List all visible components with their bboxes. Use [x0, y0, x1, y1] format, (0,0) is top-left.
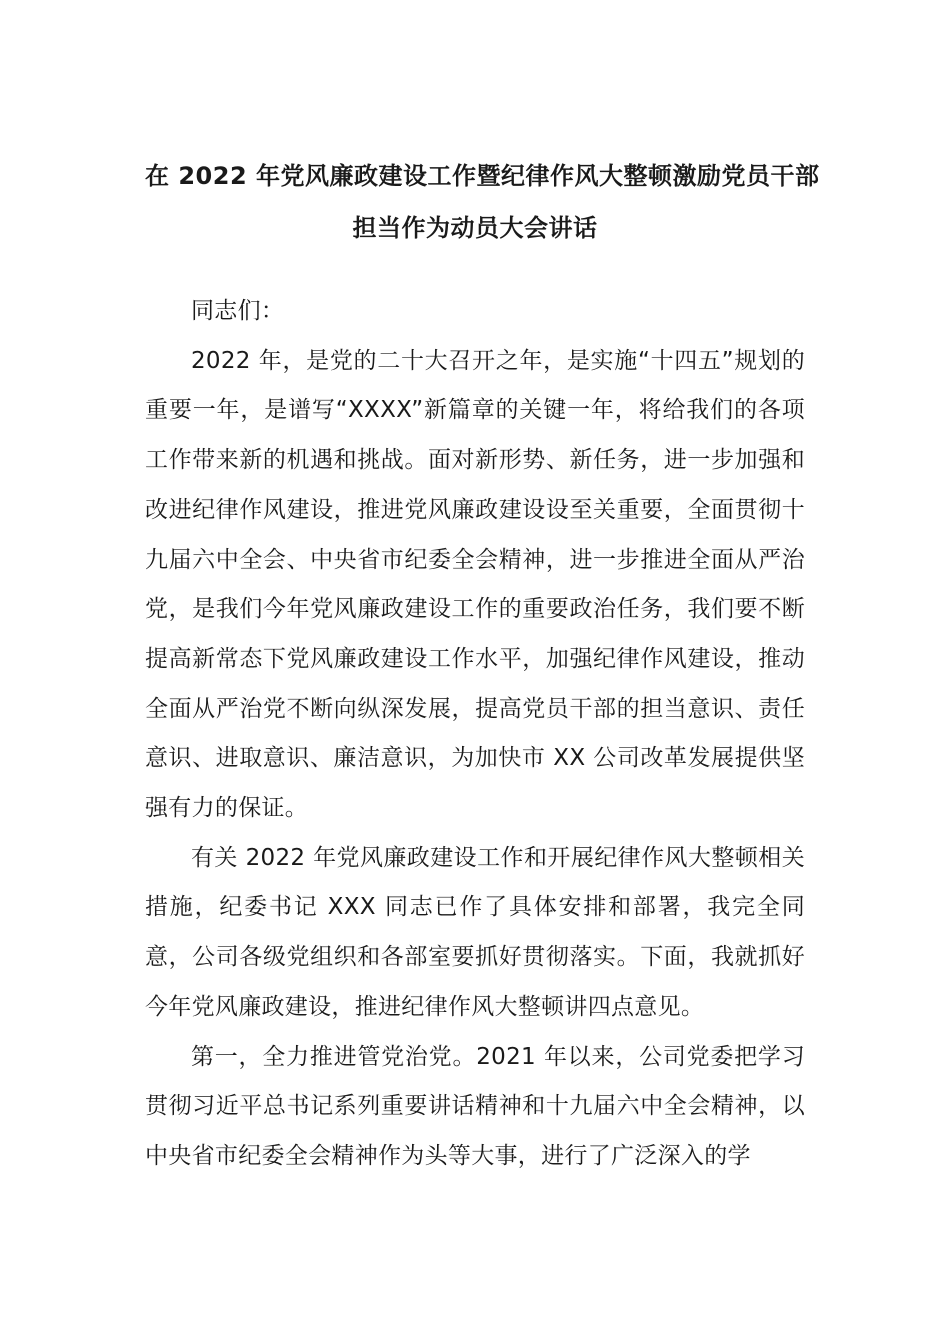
paragraph-arrangement: 有关 2022 年党风廉政建设工作和开展纪律作风大整顿相关措施，纪委书记 XXX 同志已作了具体安排和部署，我完全同意，公司各级党组织和各部室要抓好贯彻落实。下面，我就抓好今年党风廉政建设，推进纪律作风大整顿讲四点意见。	[145, 844, 805, 1020]
title-line-2: 担当作为动员大会讲话	[352, 214, 598, 242]
document-page	[145, 150, 820, 1182]
paragraph-first-point: 第一，全力推进管党治党。2021 年以来，公司党委把学习贯彻习近平总书记系列重要讲话精神和十九届六中全会精神，以中央省市纪委全会精神作为头等大事，进行了广泛深入的学	[145, 1043, 805, 1169]
title-line-1: 在 2022 年党风廉政建设工作暨纪律作风大整顿激励党员干部	[145, 162, 820, 190]
salutation: 同志们：	[191, 298, 285, 324]
paragraph-intro: 2022 年，是党的二十大召开之年，是实施“十四五”规划的重要一年，是谱写“XXXX”新篇章的关键一年，将给我们的各项工作带来新的机遇和挑战。面对新形势、新任务，进一步加强和改进纪律作风建设，推进党风廉政建设设至关重要，全面贯彻十九届六中全会、中央省市纪委全会精神，进一步推进全面从严治党，是我们今年党风廉政建设工作的重要政治任务，我们要不断提高新常态下党风廉政建设工作水平，加强纪律作风建设，推动全面从严治党不断向纵深发展，提高党员干部的担当意识、责任意识、进取意识、廉洁意识，为加快市 XX 公司改革发展提供坚强有力的保证。	[145, 347, 805, 822]
document-title	[145, 150, 820, 254]
document-body	[145, 287, 805, 1182]
